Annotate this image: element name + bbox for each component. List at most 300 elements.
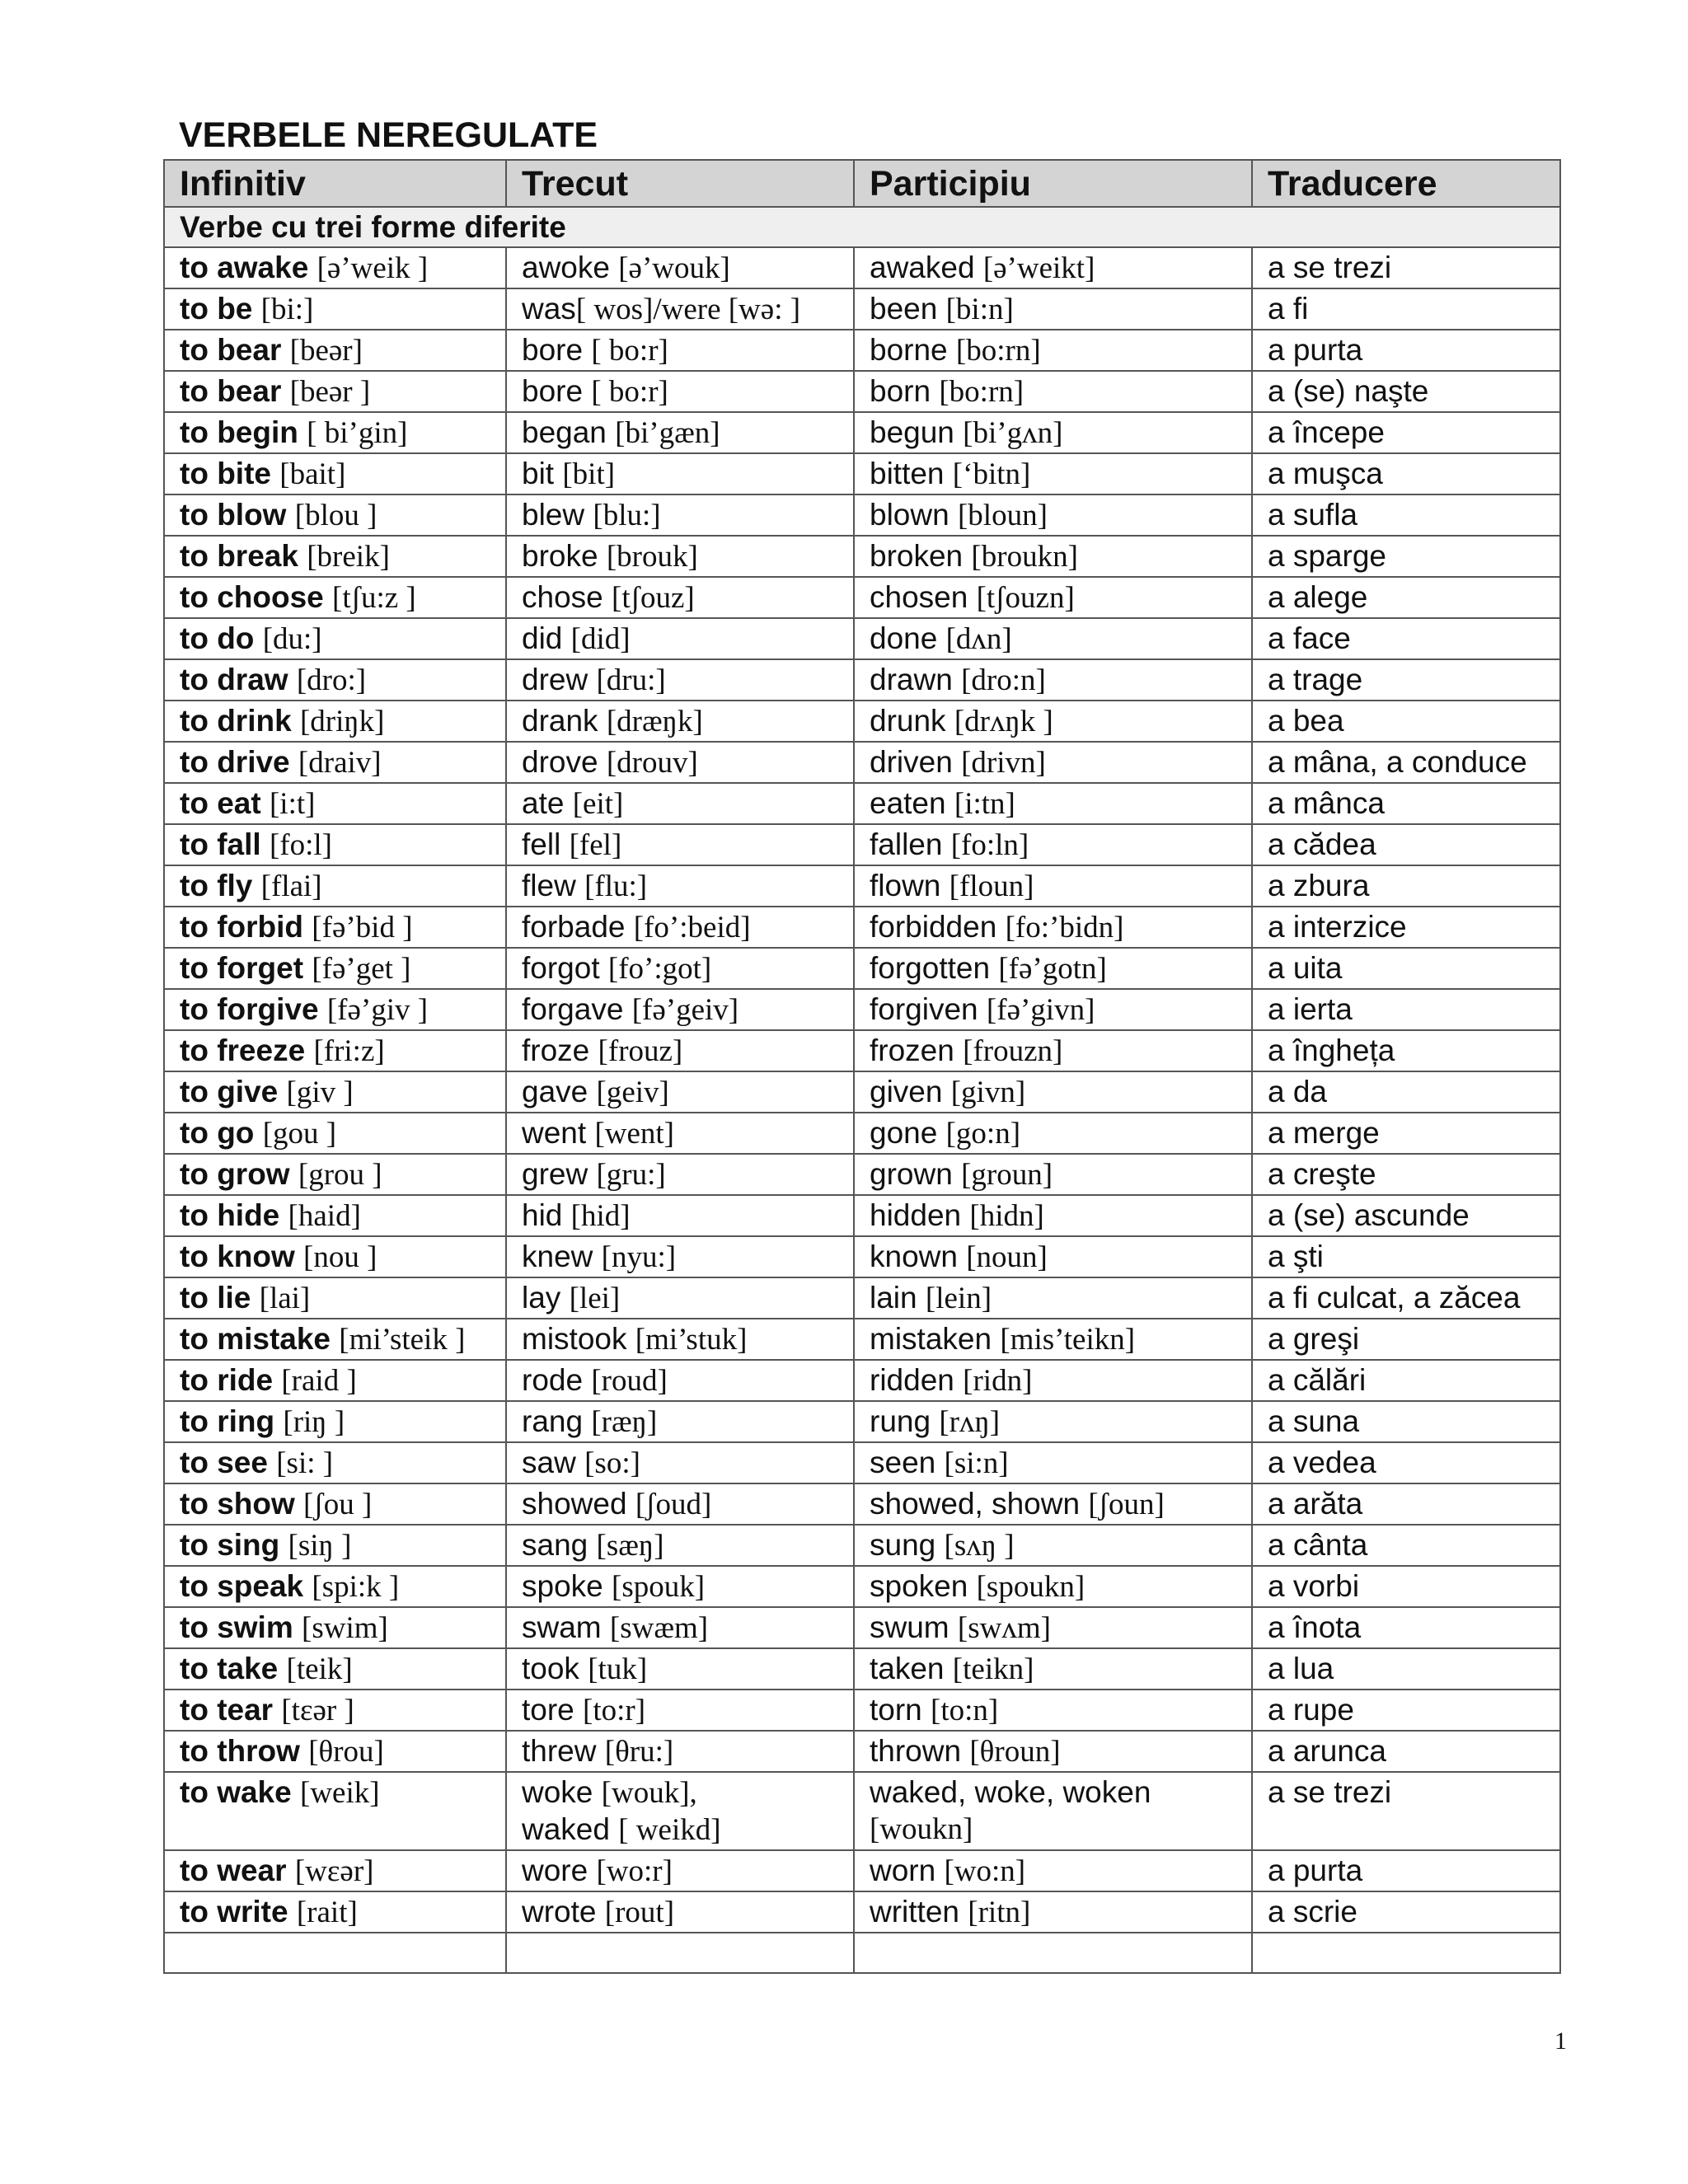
translation-cell [1252,1772,1560,1850]
empty-cell [164,1933,506,1973]
infinitive: to swim [180,1610,293,1644]
translation: a fi [1268,292,1309,326]
past-form: wrote [522,1895,597,1929]
translation-cell [1252,1690,1560,1731]
translation-cell [1252,824,1560,865]
participle-phonetic: [tʃouzn] [976,581,1075,615]
infinitive: to lie [180,1281,251,1315]
infinitive: to mistake [180,1322,331,1356]
infinitive-phonetic: [flai] [260,869,322,903]
infinitive-phonetic: [si: ] [276,1446,334,1480]
participle-phonetic: [sʌŋ ] [944,1529,1015,1563]
past-form: bore [522,374,584,408]
infinitive: to forgive [180,992,319,1026]
translation-cell [1252,1319,1560,1360]
section-row [164,207,1560,247]
participle-cell [854,1525,1252,1566]
past-cell [506,412,854,453]
translation: a se trezi [1268,1775,1392,1809]
table-row [164,1360,1560,1401]
infinitive: to break [180,539,298,573]
past-form: broke [522,539,598,573]
infinitive-cell [164,742,506,783]
infinitive-cell [164,1154,506,1195]
participle-phonetic: [givn] [950,1076,1026,1109]
participle: done [870,621,938,655]
past-cell [506,288,854,330]
translation-cell [1252,288,1560,330]
table-row [164,948,1560,989]
infinitive-phonetic: [blou ] [294,499,377,532]
past-phonetic: [went] [594,1117,675,1151]
past-form: wore [522,1854,588,1887]
infinitive: to sing [180,1528,280,1562]
participle-phonetic: [bi:n] [945,293,1014,326]
past-form: blew [522,498,585,532]
past-form: bit [522,457,555,490]
empty-cell [1252,1933,1560,1973]
infinitive-phonetic: [fə’bid ] [312,911,413,944]
participle-cell [854,659,1252,701]
infinitive: to hide [180,1198,280,1232]
infinitive-phonetic: [du:] [262,622,322,656]
infinitive: to forget [180,951,304,985]
past-cell [506,536,854,577]
past-phonetic: [dræŋk] [606,705,703,738]
infinitive-phonetic: [lai] [259,1282,311,1315]
participle-cell [854,494,1252,536]
translation-cell [1252,577,1560,618]
header-infinitiv: Infinitiv [164,160,506,207]
translation: a greşi [1268,1322,1360,1356]
translation-cell [1252,1525,1560,1566]
infinitive-cell [164,288,506,330]
translation: a arunca [1268,1734,1386,1768]
participle: known [870,1240,958,1273]
translation: a rupe [1268,1693,1354,1727]
translation: a purta [1268,1854,1363,1887]
past-form: saw [522,1446,576,1479]
participle: chosen [870,580,968,614]
infinitive-cell [164,907,506,948]
participle-cell [854,948,1252,989]
participle-phonetic: [teikn] [952,1652,1034,1686]
participle-cell [854,618,1252,659]
participle-cell [854,330,1252,371]
participle-phonetic: [noun] [966,1240,1048,1274]
infinitive-phonetic: [fo:l] [269,828,332,862]
infinitive-phonetic: [siŋ ] [288,1529,352,1563]
infinitive-cell [164,1850,506,1891]
infinitive: to go [180,1116,255,1150]
translation-cell [1252,865,1560,907]
past-form: mistook [522,1322,627,1356]
translation: a zbura [1268,869,1370,902]
participle-phonetic: [rʌŋ] [939,1405,1001,1439]
table-row [164,577,1560,618]
translation-cell [1252,1850,1560,1891]
table-row [164,1648,1560,1690]
participle: hidden [870,1198,962,1232]
infinitive-cell [164,659,506,701]
infinitive-phonetic: [teik] [286,1652,353,1686]
participle-cell [854,1731,1252,1772]
infinitive: to do [180,621,255,655]
infinitive-phonetic: [riŋ ] [283,1405,345,1439]
table-row [164,1607,1560,1648]
participle-phonetic: [groun] [961,1158,1053,1192]
past-cell [506,1360,854,1401]
participle: written [870,1895,959,1929]
participle: drunk [870,704,946,738]
translation-cell [1252,989,1560,1030]
translation-cell [1252,1442,1560,1483]
past-form: ate [522,786,565,820]
verb-table-body [164,207,1560,1973]
past-form: fell [522,827,561,861]
infinitive-phonetic: [breik] [307,540,390,574]
past-phonetic: [hid] [570,1199,631,1233]
past-cell [506,907,854,948]
translation-cell [1252,1277,1560,1319]
past-phonetic: [nyu:] [601,1240,677,1274]
participle-phonetic: [dro:n] [961,663,1046,697]
past-cell [506,989,854,1030]
participle-cell [854,865,1252,907]
translation: a călări [1268,1363,1367,1397]
participle-phonetic: [hidn] [969,1199,1044,1233]
past-form: woke [522,1775,593,1809]
infinitive: to throw [180,1734,300,1768]
past-form: bore [522,333,584,367]
infinitive-cell [164,824,506,865]
table-row [164,742,1560,783]
participle-phonetic: [spoukn] [976,1570,1085,1604]
participle: spoken [870,1569,968,1603]
table-row [164,1319,1560,1360]
table-row [164,412,1560,453]
translation-cell [1252,1071,1560,1113]
infinitive-cell [164,1483,506,1525]
participle-cell [854,1690,1252,1731]
infinitive: to drive [180,745,290,779]
past-form: drank [522,704,598,738]
past-cell [506,1731,854,1772]
infinitive: to show [180,1487,295,1521]
translation-cell [1252,1607,1560,1648]
table-row [164,247,1560,288]
participle-cell [854,1401,1252,1442]
past-cell [506,618,854,659]
infinitive: to ring [180,1404,275,1438]
participle-phonetic: [go:n] [945,1117,1021,1151]
past-phonetic: [wouk], [601,1776,697,1810]
translation-cell [1252,412,1560,453]
past-form: flew [522,869,576,902]
translation-cell [1252,659,1560,701]
infinitive-phonetic: [nou ] [303,1240,377,1274]
empty-cell [854,1933,1252,1973]
past-phonetic: [brouk] [606,540,698,574]
infinitive: to bear [180,333,282,367]
infinitive-phonetic: [ʃou ] [303,1488,373,1521]
past-form: chose [522,580,603,614]
participle: forbidden [870,910,997,944]
past-phonetic: [drouv] [606,746,698,780]
infinitive-phonetic: [bi:] [260,293,314,326]
past-phonetic: [mi’stuk] [635,1323,748,1357]
participle: swum [870,1610,950,1644]
past-form: awoke [522,251,610,284]
table-row [164,1442,1560,1483]
participle-cell [854,371,1252,412]
past-phonetic: [ə’wouk] [618,251,730,285]
past-form: threw [522,1734,597,1768]
past-phonetic: [ʃoud] [635,1488,712,1521]
participle-phonetic: [broukn] [971,540,1078,574]
infinitive-cell [164,1891,506,1933]
participle-cell [854,1319,1252,1360]
past-cell [506,330,854,371]
table-row [164,371,1560,412]
infinitive-cell [164,701,506,742]
infinitive-cell [164,948,506,989]
infinitive-phonetic: [swim] [302,1611,388,1645]
infinitive: to draw [180,663,288,696]
participle-cell [854,1607,1252,1648]
table-row [164,1690,1560,1731]
translation: a cădea [1268,827,1376,861]
participle-cell [854,453,1252,494]
infinitive-phonetic: [driŋk] [299,705,385,738]
past-phonetic: [dru:] [596,663,666,697]
past-cell [506,1113,854,1154]
infinitive-cell [164,865,506,907]
table-row [164,1154,1560,1195]
past-cell [506,659,854,701]
infinitive-cell [164,247,506,288]
infinitive-cell [164,1113,506,1154]
infinitive: to wear [180,1854,287,1887]
past-cell [506,1277,854,1319]
participle-phonetic: [i:tn] [954,787,1015,821]
participle: sung [870,1528,936,1562]
participle: driven [870,745,953,779]
infinitive: to choose [180,580,324,614]
participle: forgotten [870,951,991,985]
infinitive-cell [164,1772,506,1850]
past-form: forbade [522,910,626,944]
translation: a alege [1268,580,1368,614]
participle: mistaken [870,1322,992,1356]
translation-cell [1252,1731,1560,1772]
participle-phonetic: [si:n] [944,1446,1009,1480]
past-form: rode [522,1363,584,1397]
translation: a mâna, a conduce [1268,745,1527,779]
translation: a începe [1268,415,1385,449]
translation: a şti [1268,1240,1324,1273]
table-row [164,701,1560,742]
past-cell [506,1071,854,1113]
past-form: spoke [522,1569,603,1603]
translation-cell [1252,1360,1560,1401]
past-phonetic: [flu:] [584,869,648,903]
participle: gone [870,1116,938,1150]
past-phonetic: [wo:r] [596,1854,673,1888]
participle: begun [870,415,954,449]
infinitive-phonetic: [rait] [296,1896,358,1929]
infinitive-cell [164,1277,506,1319]
infinitive-phonetic: [haid] [288,1199,361,1233]
past-form: was [522,292,576,326]
table-row [164,783,1560,824]
translation-cell [1252,1113,1560,1154]
table-row [164,618,1560,659]
infinitive-cell [164,989,506,1030]
participle-phonetic: [mis’teikn] [1000,1323,1136,1357]
infinitive: to forbid [180,910,304,944]
past-phonetic: [ bo:r] [591,334,668,368]
translation-cell [1252,494,1560,536]
infinitive-phonetic: [dro:] [296,663,367,697]
infinitive-phonetic: [tʃu:z ] [332,581,416,615]
translation: a (se) naşte [1268,374,1429,408]
translation-cell [1252,247,1560,288]
translation: a (se) ascunde [1268,1198,1470,1232]
past-cell [506,1607,854,1648]
infinitive: to drink [180,704,292,738]
past-cell [506,494,854,536]
translation-cell [1252,1891,1560,1933]
infinitive-cell [164,1319,506,1360]
translation: a vorbi [1268,1569,1360,1603]
participle-phonetic: [frouzn] [963,1034,1063,1068]
participle: seen [870,1446,936,1479]
past-cell [506,1195,854,1236]
infinitive-phonetic: [beər ] [289,375,371,409]
table-row [164,494,1560,536]
translation-cell [1252,1483,1560,1525]
translation: a fi culcat, a zăcea [1268,1281,1521,1315]
translation: a mânca [1268,786,1385,820]
participle-cell [854,1648,1252,1690]
past-form: forgave [522,992,624,1026]
participle: flown [870,869,941,902]
past-cell [506,1690,854,1731]
past-phonetic: [spouk] [612,1570,706,1604]
table-row [164,536,1560,577]
translation: a scrie [1268,1895,1357,1929]
past-cell [506,1030,854,1071]
table-row [164,1772,1560,1850]
translation: a uita [1268,951,1343,985]
infinitive-phonetic: [ bi’gin] [307,416,408,450]
participle-cell [854,1891,1252,1933]
translation-cell [1252,453,1560,494]
infinitive: to awake [180,251,309,284]
past-cell [506,948,854,989]
past-cell [506,1566,854,1607]
past-cell [506,1319,854,1360]
past-cell [506,453,854,494]
past-cell [506,577,854,618]
participle-cell [854,1236,1252,1277]
table-row [164,330,1560,371]
translation-cell [1252,618,1560,659]
table-row [164,1483,1560,1525]
translation-cell [1252,701,1560,742]
table-row [164,824,1560,865]
past-cell [506,247,854,288]
translation: a cânta [1268,1528,1368,1562]
infinitive-phonetic: [fə’get ] [312,952,411,986]
table-row [164,989,1560,1030]
participle-phonetic: [drivn] [961,746,1046,780]
past-form: did [522,621,563,655]
past-phonetic: [blu:] [593,499,661,532]
past-phonetic: [bi’gæn] [615,416,720,450]
empty-row [164,1933,1560,1973]
infinitive-cell [164,1566,506,1607]
infinitive-cell [164,330,506,371]
table-row [164,1731,1560,1772]
infinitive: to tear [180,1693,274,1727]
past-cell [506,371,854,412]
past-cell [506,1442,854,1483]
infinitive-phonetic: [weik] [300,1776,380,1810]
infinitive-phonetic: [fri:z] [313,1034,385,1068]
participle-cell [854,1566,1252,1607]
participle-cell [854,1772,1252,1850]
infinitive-phonetic: [wεər] [294,1854,374,1888]
infinitive-cell [164,536,506,577]
translation: a merge [1268,1116,1380,1150]
participle: been [870,292,938,326]
participle-phonetic: [swʌm] [957,1611,1051,1645]
infinitive-phonetic: [beər] [289,334,363,368]
infinitive-cell [164,1071,506,1113]
translation: a sufla [1268,498,1358,532]
infinitive: to see [180,1446,268,1479]
table-row [164,288,1560,330]
participle: born [870,374,931,408]
table-row [164,1401,1560,1442]
participle-phonetic: [bo:rn] [955,334,1041,368]
translation: a interzice [1268,910,1407,944]
translation-cell [1252,783,1560,824]
past-form: forgot [522,951,600,985]
past-cell [506,1236,854,1277]
participle: lain [870,1281,917,1315]
past-phonetic: [so:] [584,1446,640,1480]
participle: fallen [870,827,943,861]
translation-cell [1252,907,1560,948]
participle-phonetic: [lein] [925,1282,992,1315]
translation: a bea [1268,704,1344,738]
participle-phonetic: [ə’weikt] [982,251,1095,285]
infinitive-cell [164,618,506,659]
header-traducere: Traducere [1252,160,1560,207]
past-phonetic: [did] [570,622,631,656]
participle-phonetic: [‘bitn] [952,457,1031,491]
past-cell [506,1772,854,1850]
past-cell [506,1891,854,1933]
infinitive-cell [164,1401,506,1442]
infinitive-cell [164,1030,506,1071]
participle: broken [870,539,964,573]
verb-table [163,159,1561,1974]
translation-cell [1252,1195,1560,1236]
